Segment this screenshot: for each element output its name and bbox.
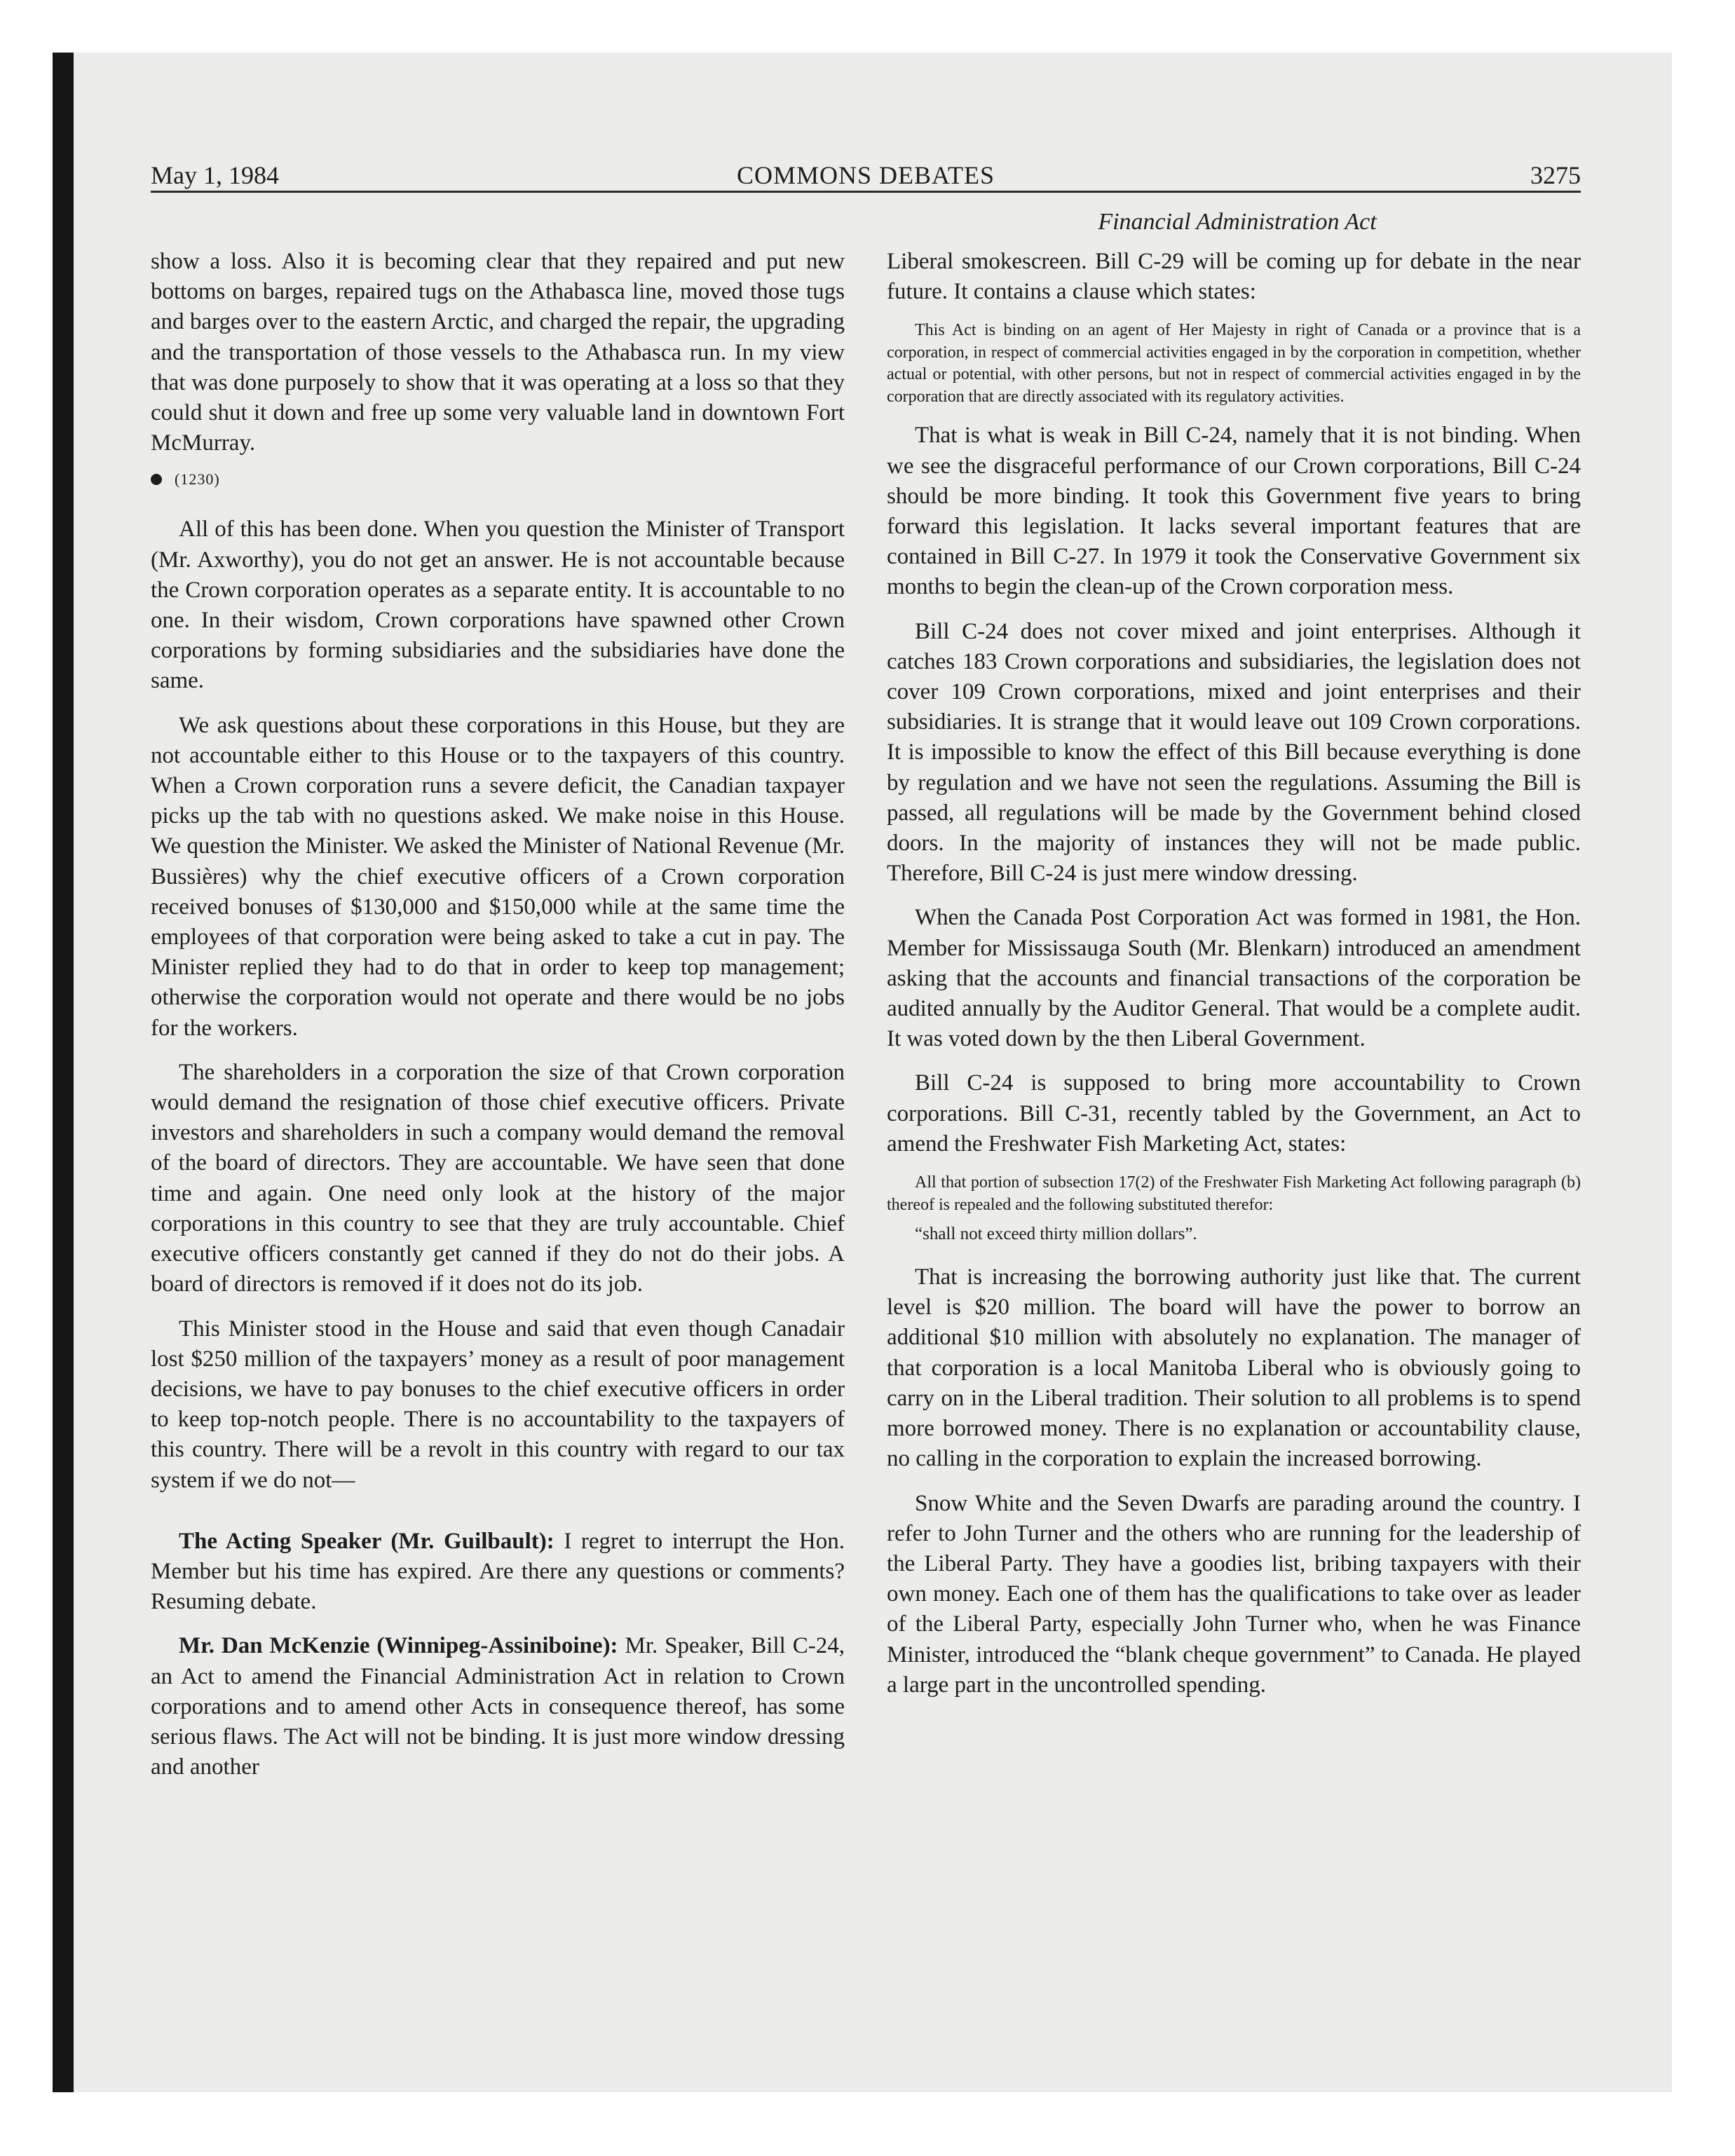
paragraph: Snow White and the Seven Dwarfs are parading around the country. I refer to John Turner and the others who are running for the leadership of the Liberal Party. They have a goodies list, bribing taxpayers with their own money. Each one of them has the qualifications to take over as leader of the Liberal Party, especially John Turner who, when he was Finance Minister, introduced the “blank cheque government” to Canada. He played a large part in the uncontrolled spending.: [887, 1490, 1581, 1698]
right-column: [887, 247, 1581, 1700]
block-quote-amendment: “shall not exceed thirty million dollars”.: [915, 1224, 1197, 1244]
paragraph: Liberal smokescreen. Bill C-29 will be coming up for debate in the near future. It contains a clause which states:: [887, 249, 1581, 305]
block-quote: This Act is binding on an agent of Her Majesty in right of Canada or a province that is a corporation, in respect of commercial activities engaged in by the corporation in competition, whether actual or potential, with other persons, but not in respect of commercial activities engaged in by the corporation that are directly associated with its regulatory activities.: [887, 321, 1581, 406]
paragraph: Bill C-24 is supposed to bring more accountability to Crown corporations. Bill C-31, recently tabled by the Government, an Act to amend the Freshwater Fish Marketing Act, states:: [887, 1070, 1581, 1157]
speaker-paragraph: [151, 1631, 845, 1782]
speaker-paragraph: [151, 1527, 845, 1618]
paragraph: This Minister stood in the House and said that even though Canadair lost $250 million of the taxpayers’ money as a result of poor management decisions, we have to pay bonuses to the chief executive officers in order to keep top-notch people. There is no accountability to the taxpayers of this country. There will be a revolt in this country with regard to our tax system if we do not—: [151, 1316, 845, 1493]
header-page-number: 3275: [1530, 161, 1581, 189]
header-rule: [151, 191, 1581, 193]
paragraph: That is what is weak in Bill C-24, namely that it is not binding. When we see the disgraceful performance of our Crown corporations, Bill C-24 should be more binding. It took this Government five years to bring forward this legislation. It lacks several important features that are contained in Bill C-27. In 1979 it took the Conservative Government six months to begin the clean-up of the Crown corporation mess.: [887, 423, 1581, 600]
paragraph: All of this has been done. When you question the Minister of Transport (Mr. Axworthy), you do not get an answer. He is not accountable because the Crown corporation operates as a separate entity. It is accountable to no one. In their wisdom, Crown corporations have spawned other Crown corporations by forming subsidiaries and the subsidiaries have done the same.: [151, 517, 845, 694]
paragraph: show a loss. Also it is becoming clear that they repaired and put new bottoms on barges, repaired tugs on the Athabasca line, moved those tugs and barges over to the eastern Arctic, and charged the repair, the upgrading and the transportation of those vessels to the Athabasca run. In my view that was done purposely to show that it was operating at a loss so that they could shut it down and free up some very valuable land in downtown Fort McMurray.: [151, 249, 845, 456]
speaker-text: I regret to interrupt the Hon. Member but his time has expired. Are there any questions or comments? Resuming debate.: [151, 1528, 845, 1615]
block-quote: All that portion of subsection 17(2) of the Freshwater Fish Marketing Act following paragraph (b) thereof is repealed and the following substituted therefor:: [887, 1173, 1581, 1214]
paragraph: When the Canada Post Corporation Act was formed in 1981, the Hon. Member for Mississauga South (Mr. Blenkarn) introduced an amendment asking that the accounts and financial transactions of the corporation be audited annually by the Auditor General. That would be a complete audit. It was voted down by the then Liberal Government.: [887, 905, 1581, 1052]
time-marker-text: (1230): [175, 470, 220, 489]
paragraph: The shareholders in a corporation the size of that Crown corporation would demand the resignation of those chief executive officers. Private investors and shareholders in such a company would demand the removal of the board of directors. They are accountable. We have seen that done time and again. One need only look at the history of the major corporations in this country to see that they are truly accountable. Chief executive officers constantly get canned if they do not do their jobs. A board of directors is removed if it does not do its job.: [151, 1059, 845, 1297]
paragraph: Bill C-24 does not cover mixed and joint enterprises. Although it catches 183 Crown corporations and subsidiaries, the legislation does not cover 109 Crown corporations, mixed and joint enterprises and their subsidiaries. It is strange that it would leave out 109 Crown corporations. It is impossible to know the effect of this Bill because everything is done by regulation and we have not seen the regulations. Assuming the Bill is passed, all regulations will be made by the Government behind closed doors. In the majority of instances they will not be made public. Therefore, Bill C-24 is just mere window dressing.: [887, 618, 1581, 887]
speaker-name: Mr. Dan McKenzie (Winnipeg-Assiniboine):: [179, 1633, 618, 1659]
binding-edge: [53, 53, 74, 2092]
paragraph: We ask questions about these corporations in this House, but they are not accountable either to this House or to the taxpayers of this country. When a Crown corporation runs a severe deficit, the Canadian taxpayer picks up the tab with no questions asked. We make noise in this House. We question the Minister. We asked the Minister of National Revenue (Mr. Bussières) why the chief executive officers of a Crown corporation received bonuses of $130,000 and $150,000 while at the same time the employees of that corporation were being asked to take a cut in pay. The Minister replied they had to do that in order to keep top management; otherwise the corporation would not operate and there would be no jobs for the workers.: [151, 712, 845, 1041]
paragraph: That is increasing the borrowing authority just like that. The current level is $20 million. The board will have the power to borrow an additional $10 million with absolutely no explanation. The manager of that corporation is a local Manitoba Liberal who is obviously going to carry on in the Liberal tradition. Their solution to all problems is to spend more borrowed money. There is no explanation or accountability clause, no calling in the corporation to explain the increased borrowing.: [887, 1264, 1581, 1472]
header-date: May 1, 1984: [151, 161, 279, 189]
bullet-icon: [151, 474, 162, 485]
page-header: [151, 158, 1581, 192]
left-column: [151, 247, 845, 1782]
speaker-name: The Acting Speaker (Mr. Guilbault):: [179, 1528, 554, 1554]
time-marker: [151, 468, 845, 491]
header-title: COMMONS DEBATES: [736, 161, 995, 189]
speaker-text: Mr. Speaker, Bill C-24, an Act to amend the Financial Administration Act in relation to Crown corporations and to amend other Acts in consequence thereof, has some serious flaws. The Act will not be binding. It is just more window dressing and another: [151, 1633, 845, 1780]
running-head: Financial Administration Act: [1098, 209, 1377, 235]
